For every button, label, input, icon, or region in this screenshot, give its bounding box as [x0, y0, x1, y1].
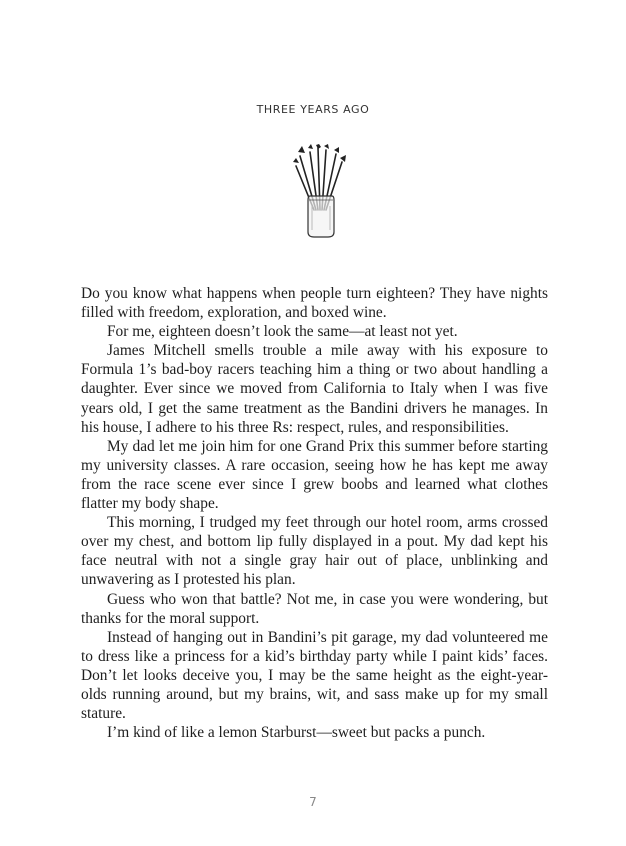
paragraph: James Mitchell smells trouble a mile away with his exposure to Formula 1’s bad-boy racers teaching him a thing or two about handling a daughter. Ever since we moved from California to Italy when I was five years old, I get the same treatment as the Bandini drivers he manages. In his house, I adhere to his three Rs: respect, rules, and responsibilities. — [81, 342, 548, 436]
paintbrush-jar-icon — [290, 144, 350, 238]
paragraph: Do you know what happens when people turn eighteen? They have nights filled with freedom, exploration, and boxed wine. — [81, 285, 548, 322]
paragraph: I’m kind of like a lemon Starburst—sweet but packs a punch. — [107, 724, 486, 742]
page-number: 7 — [309, 795, 317, 809]
body-text — [81, 284, 548, 742]
paragraph: My dad let me join him for one Grand Prix this summer before starting my university classes. A rare occasion, seeing how he has kept me away from the race scene ever since I grew boobs and learned what clothes flatter my body shape. — [81, 437, 548, 513]
paragraph: Instead of hanging out in Bandini’s pit garage, my dad volunteered me to dress like a princess for a kid’s birthday party while I paint kids’ faces. Don’t let looks deceive you, I may be the same height as the eight-year-olds running around, but my brains, wit, and sass make up for my small stature. — [81, 628, 548, 723]
paragraph: This morning, I trudged my feet through our hotel room, arms crossed over my chest, and bottom lip fully displayed in a pout. My dad kept his face neutral with not a single gray hair out of place, unblinking and unwavering as I protested his plan. — [81, 514, 548, 589]
paragraph: Guess who won that battle? Not me, in case you were wondering, but thanks for the moral support. — [81, 590, 548, 627]
chapter-heading: THREE YEARS AGO — [256, 103, 370, 116]
paragraph: For me, eighteen doesn’t look the same—at least not yet. — [107, 323, 458, 341]
